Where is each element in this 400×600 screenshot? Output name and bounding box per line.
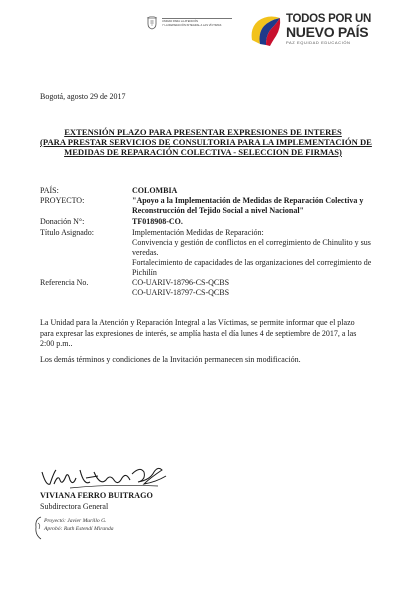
government-brand (248, 10, 388, 58)
para1-line-3: 2:00 p.m.. (40, 339, 73, 348)
body-paragraph-2 (40, 355, 366, 366)
proyecto-line-1: "Apoyo a la Implementación de Medidas de Reparación Colectiva y (132, 196, 364, 205)
titulo-value (132, 228, 371, 278)
donacion-label: Donación N°: (40, 217, 85, 226)
signatory-name: VIVIANA FERRO BUITRAGO (40, 491, 153, 500)
letter-date: Bogotá, agosto 29 de 2017 (40, 92, 126, 101)
aprobo-by: Aprobó: Ruth Estendí Miranda (44, 525, 114, 532)
referencia-value (132, 278, 229, 298)
para2-text: Los demás términos y condiciones de la Invitación permanecen sin modificación. (40, 355, 301, 364)
titulo-line-4: Fortalecimiento de capacidades de las organizaciones del corregimiento de (132, 258, 372, 267)
document-title (40, 127, 372, 157)
para1-line-2: para expresar las expresiones de interés, se amplía hasta el día lunes 4 de septiembre de 2017, a las (40, 328, 357, 338)
institution-line-1: UNIDAD PARA LA ATENCIÓN (162, 20, 199, 23)
titulo-line-1: Implementación Medidas de Reparación: (132, 228, 264, 237)
para1-line-1: La Unidad para la Atención y Reparación Integral a las Víctimas, se permite informar que el plazo (40, 318, 355, 327)
brand-line-2: NUEVO PAÍS (286, 24, 369, 40)
referencia-line-2: CO-UARIV-18797-CS-QCBS (132, 288, 230, 297)
titulo-label: Título Asignado: (40, 228, 94, 237)
title-line-2: (PARA PRESTAR SERVICIOS DE CONSULTORIA PARA LA IMPLEMENTACIÓN DE (40, 137, 372, 147)
brand-line-1: TODOS POR UN (286, 13, 372, 25)
proyecto-by: Proyectó: Javier Murillo G. (44, 518, 107, 524)
brand-slogan: PAZ EQUIDAD EDUCACIÓN (286, 40, 351, 45)
colombia-flag-mark-icon (248, 14, 284, 48)
titulo-line-2: Convivencia y gestión de conflictos en el corregimiento de Chinulito y sus (132, 238, 371, 247)
pais-value: COLOMBIA (132, 186, 178, 195)
body-paragraph-1 (40, 318, 366, 350)
title-line-3: MEDIDAS DE REPARACIÓN COLECTIVA - SELECCION DE FIRMAS) (64, 147, 342, 157)
titulo-line-3: veredas. (132, 248, 159, 257)
coat-of-arms-icon (146, 16, 158, 30)
title-line-1: EXTENSIÓN PLAZO PARA PRESENTAR EXPRESIONES DE INTERES (64, 127, 342, 137)
signatory-role: Subdirectora General (40, 502, 109, 511)
pais-label: PAÍS: (40, 186, 59, 195)
proyecto-label: PROYECTO: (40, 196, 85, 205)
proyecto-line-2: Reconstrucción del Tejido Social a nivel Nacional" (132, 206, 304, 215)
drafting-initials (40, 518, 114, 533)
referencia-line-1: CO-UARIV-18796-CS-QCBS (132, 278, 230, 287)
titulo-line-5: Pichilín (132, 268, 157, 277)
institution-name (162, 18, 232, 28)
proyecto-value (132, 196, 363, 216)
institution-line-2: Y LA REPARACIÓN INTEGRAL A LAS VÍCTIMAS (162, 24, 222, 27)
donacion-value: TF018908-CO. (132, 217, 183, 226)
brand-text (286, 13, 371, 46)
handwritten-signature (40, 462, 170, 492)
referencia-label: Referencia No. (40, 278, 89, 287)
